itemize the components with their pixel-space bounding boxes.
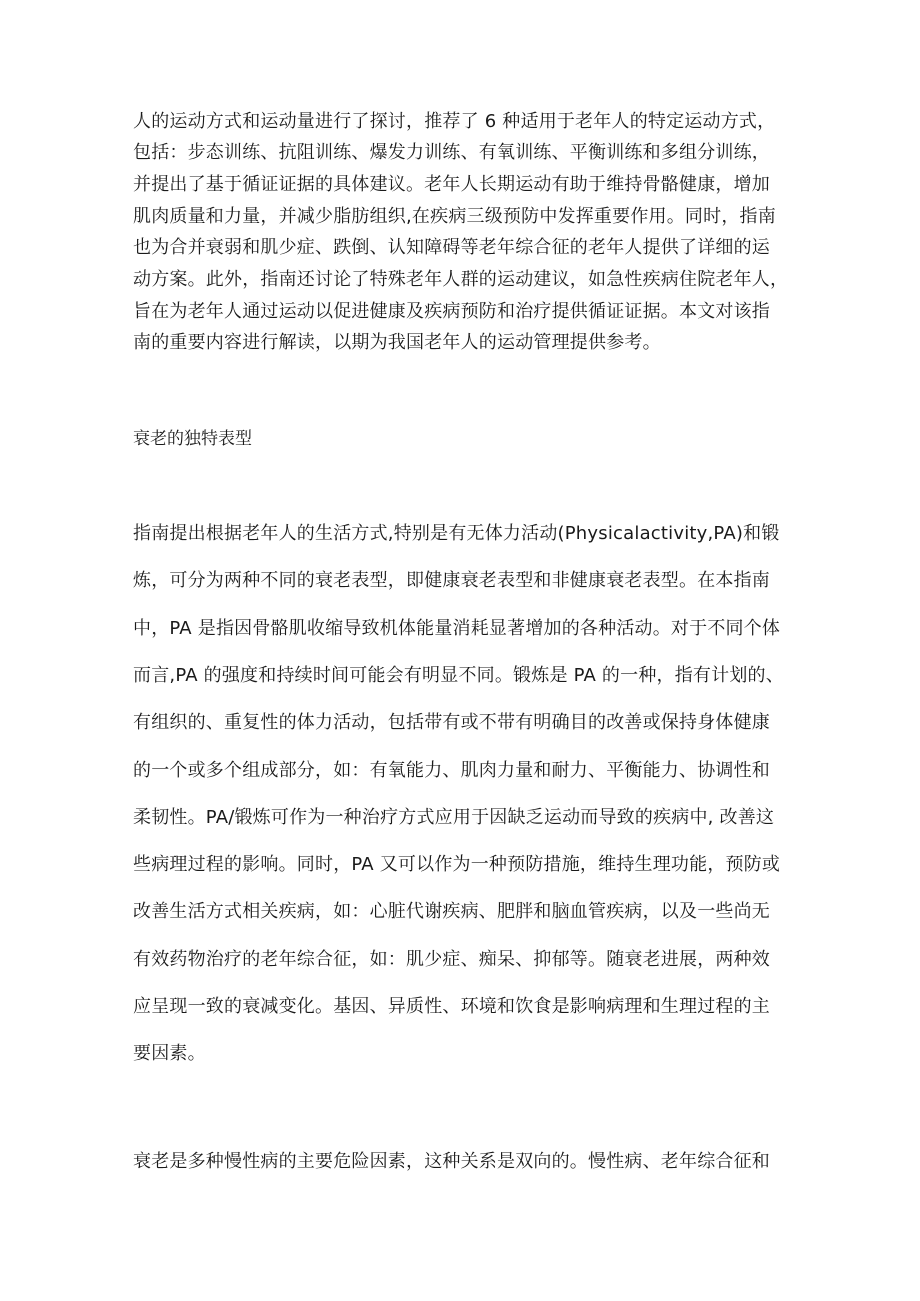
paragraph-2-line-9: 改善生活方式相关疾病，如：心脏代谢疾病、肥胖和脑血管疾病，以及一些尚无 [133,901,770,922]
paragraph-1-line-3: 并提出了基于循证证据的具体建议。老年人长期运动有助于维持骨骼健康，增加 [133,174,770,195]
paragraph-2-line-10: 有效药物治疗的老年综合征，如：肌少症、痴呆、抑郁等。随衰老进展，两种效 [133,949,770,970]
paragraph-2-line-7: 柔韧性。PA/锻炼可作为一种治疗方式应用于因缺乏运动而导致的疾病中, 改善这 [133,807,775,828]
paragraph-3-line-1: 衰老是多种慢性病的主要危险因素，这种关系是双向的。慢性病、老年综合征和 [133,1151,770,1172]
paragraph-1-line-4: 肌肉质量和力量，并减少脂肪组织,在疾病三级预防中发挥重要作用。同时，指南 [133,206,776,227]
paragraph-1-line-2: 包括：步态训练、抗阻训练、爆发力训练、有氧训练、平衡训练和多组分训练， [133,142,770,163]
paragraph-2-line-11: 应呈现一致的衰减变化。基因、异质性、环境和饮食是影响病理和生理过程的主 [133,996,770,1017]
paragraph-2-line-4: 而言,PA 的强度和持续时间可能会有明显不同。锻炼是 PA 的一种，指有计划的、 [133,665,784,686]
paragraph-1-line-7: 旨在为老年人通过运动以促进健康及疾病预防和治疗提供循证证据。本文对该指 [133,301,770,322]
paragraph-2-line-2: 炼，可分为两种不同的衰老表型，即健康衰老表型和非健康衰老表型。在本指南 [133,570,770,591]
paragraph-1-line-1: 人的运动方式和运动量进行了探讨，推荐了 6 种适用于老年人的特定运动方式， [133,111,776,132]
paragraph-1-line-6: 动方案。此外，指南还讨论了特殊老年人群的运动建议，如急性疾病住院老年人， [133,269,789,290]
paragraph-1-line-8: 南的重要内容进行解读，以期为我国老年人的运动管理提供参考。 [133,332,661,353]
paragraph-1-line-5: 也为合并衰弱和肌少症、跌倒、认知障碍等老年综合征的老年人提供了详细的运 [133,237,770,258]
paragraph-2-line-6: 的一个或多个组成部分，如：有氧能力、肌肉力量和耐力、平衡能力、协调性和 [133,760,770,781]
section-heading: 衰老的独特表型 [133,429,252,449]
paragraph-2-line-5: 有组织的、重复性的体力活动，包括带有或不带有明确目的改善或保持身体健康 [133,712,770,733]
paragraph-2-line-1: 指南提出根据老年人的生活方式,特别是有无体力活动(Physicalactivity,PA)和锻 [133,523,780,544]
paragraph-2-line-8: 些病理过程的影响。同时，PA 又可以作为一种预防措施，维持生理功能，预防或 [133,854,781,875]
paragraph-2-line-3: 中，PA 是指因骨骼肌收缩导致机体能量消耗显著增加的各种活动。对于不同个体 [133,618,781,639]
paragraph-2-line-12: 要因素。 [133,1043,206,1064]
